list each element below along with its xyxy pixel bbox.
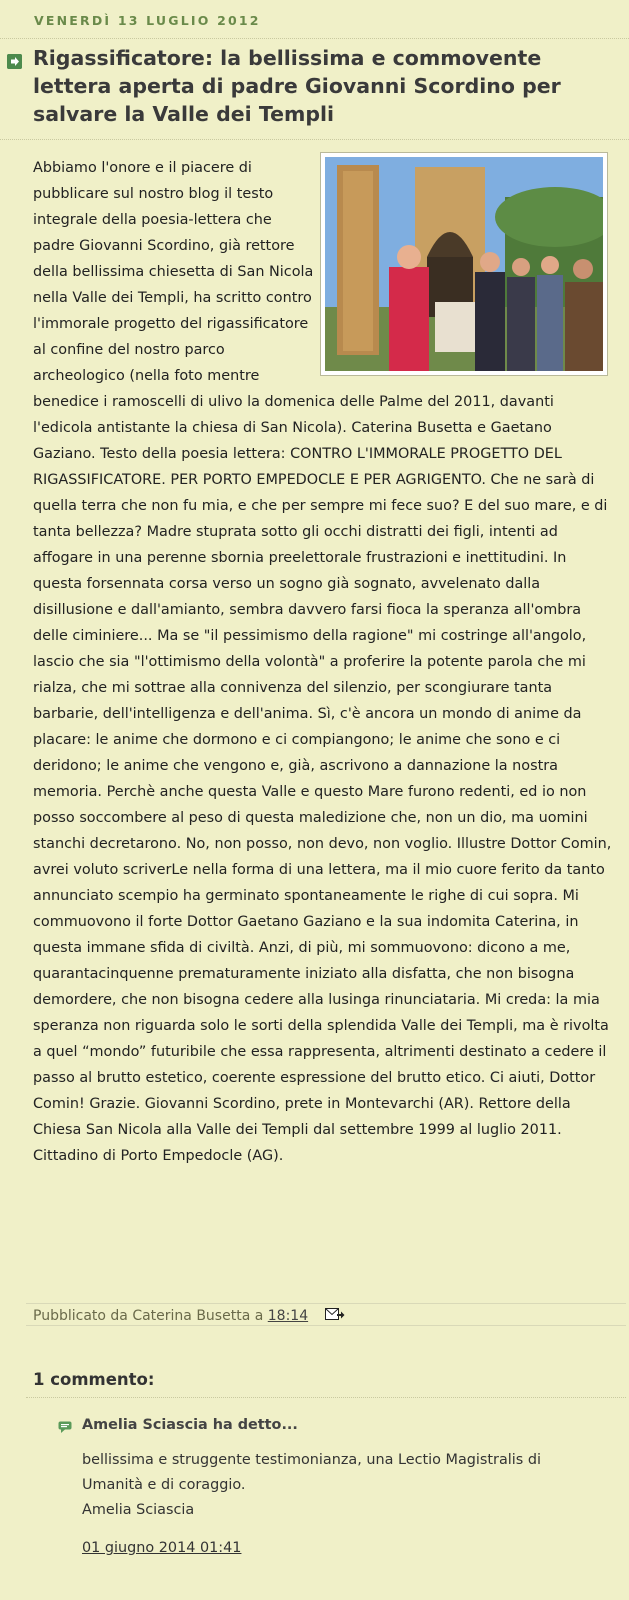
divider [26, 1397, 626, 1398]
arrow-right-icon [7, 54, 22, 69]
photo-spacer [329, 152, 617, 376]
comment-text: bellissima e struggente testimonianza, una Lectio Magistralis di Umanità e di coraggio. [82, 1452, 541, 1493]
comment-author: Amelia Sciascia ha detto... [82, 1417, 298, 1433]
comment-date-link[interactable]: 01 giugno 2014 01:41 [82, 1540, 242, 1556]
comment-signature: Amelia Sciascia [82, 1502, 195, 1518]
comments-header: 1 commento: [33, 1370, 155, 1389]
post-body [33, 155, 613, 1169]
post-time-link[interactable]: 18:14 [267, 1308, 309, 1324]
comment-bubble-icon [58, 1419, 72, 1438]
footer-author-label: Pubblicato da Caterina Busetta a [33, 1308, 264, 1324]
date-header: VENERDÌ 13 LUGLIO 2012 [34, 13, 261, 28]
divider [0, 139, 629, 140]
comment-body [82, 1448, 602, 1523]
post-footer [33, 1307, 345, 1325]
post-title[interactable]: Rigassificatore: la bellissima e commovente lettera aperta di padre Giovanni Scordino per salvare la Valle dei Templi [33, 46, 561, 126]
post-body-text: Abbiamo l'onore e il piacere di pubblicare sul nostro blog il testo integrale della poesia-lettera che padre Giovanni Scordino, già rettore della bellissima chiesetta di San Nicola nella Valle dei Templi, ha scritto contro l'immorale progetto del rigassificatore al confine del nostro parco archeologico (nella foto mentre benedice i ramoscelli di ulivo la domenica delle Palme del 2011, davanti l'edicola antistante la chiesa di San Nicola). Caterina Busetta e Gaetano Gaziano. Testo della poesia lettera: CONTRO L'IMMORALE PROGETTO DEL RIGASSIFICATORE. PER PORTO EMPEDOCLE E PER AGRIGENTO. Che ne sarà di quella terra che non fu mia, e che per sempre mi fece suo? E del suo mare, e di tanta bellezza? Madre stuprata sotto gli occhi distratti dei figli, intenti ad affogare in una perenne sbornia preelettorale frustrazioni e inettitudini. In questa forsennata corsa verso un sogno già sognato, avvelenato dalla disillusione e dall'amianto, sembra davvero farsi fioca la speranza all'ombra delle ciminiere... Ma se "il pessimismo della ragione" mi costringe all'angolo, lascio che sia "l'ottimismo della volontà" a proferire la potente parola che mi rialza, che mi sottrae alla connivenza del silenzio, per scongiurare tanta barbarie, dell'intelligenza e dell'anima. Sì, c'è ancora un mondo di anime da placare: le anime che dormono e ci compiangono; le anime che sono e ci deridono; le anime che vengono e, già, ascrivono a dannazione la nostra memoria. Perchè anche questa Valle e questo Mare furono redenti, ed io non posso soccombere al peso di questa maledizione che, non un dio, ma uomini stanchi decretarono. No, non posso, non devo, non voglio. Illustre Dottor Comin, avrei voluto scriverLe nella forma di una lettera, ma il mio cuore ferito da tanto annunciato scempio ha germinato spontaneamente le righe di cui sopra. Mi commuovono il forte Dottor Gaetano Gaziano e la sua indomita Caterina, in questa immane sfida di civiltà. Anzi, di più, mi sommuovono: dicono a me, quarantacinquenne prematuramente iniziato alla disfatta, che non bisogna demordere, che non bisogna cedere alla lusinga rinunciataria. Mi creda: la mia speranza non riguarda solo le sorti della splendida Valle dei Templi, ma è rivolta a quel “mondo” futuribile che essa rappresenta, altrimenti destinato a cedere il passo al brutto estetico, coerente espressione del brutto etico. Ci aiuti, Dottor Comin! Grazie. Giovanni Scordino, prete in Montevarchi (AR). Rettore della Chiesa San Nicola alla Valle dei Templi dal settembre 1999 al luglio 2011. Cittadino di Porto Empedocle (AG). [33, 160, 612, 1164]
divider [0, 38, 629, 39]
email-post-icon[interactable] [325, 1307, 345, 1325]
